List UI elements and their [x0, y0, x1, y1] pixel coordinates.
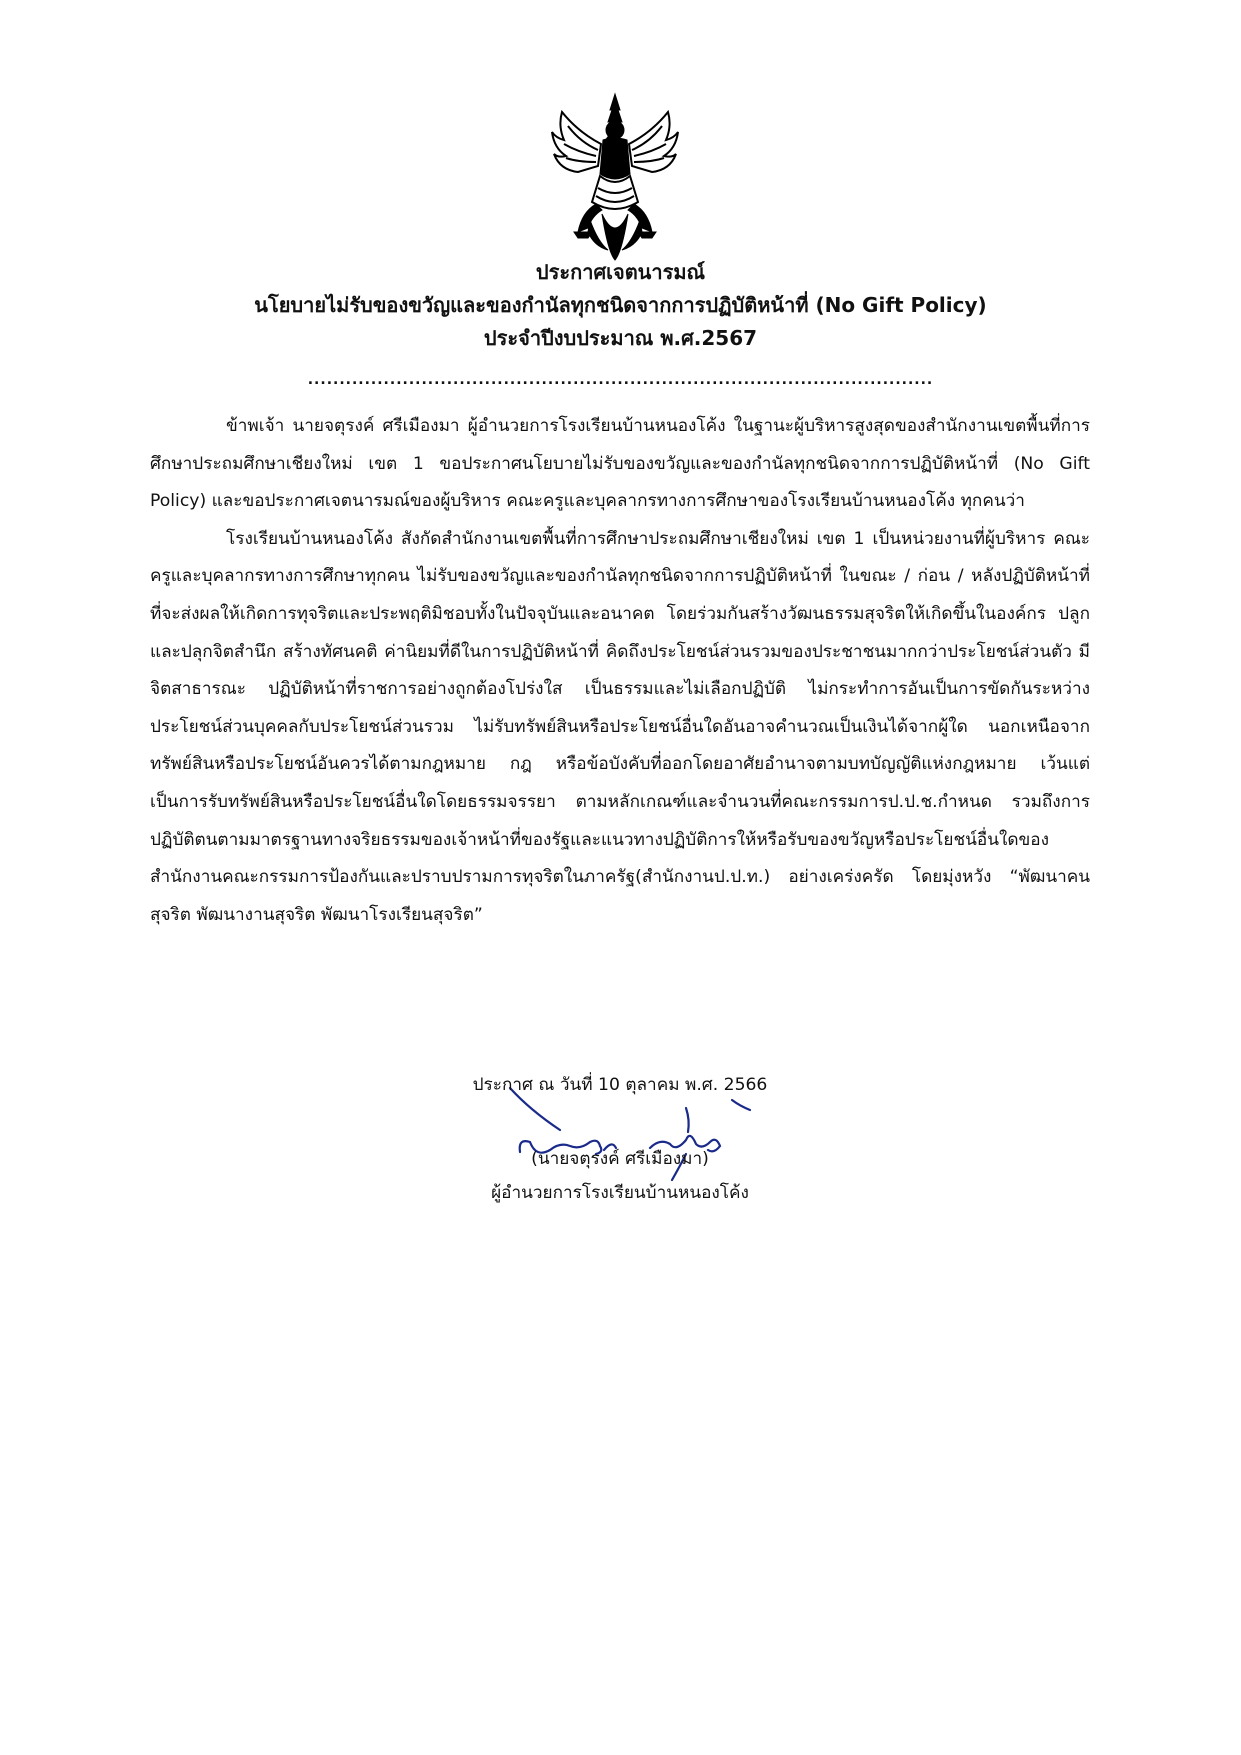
document-title: ประกาศเจตนารมณ์: [535, 260, 706, 284]
signer-position: ผู้อำนวยการโรงเรียนบ้านหนองโค้ง: [491, 1183, 749, 1203]
document-body: [150, 408, 1090, 934]
document-subtitle: นโยบายไม่รับของขวัญและของกำนัลทุกชนิดจากการปฏิบัติหน้าที่ (No Gift Policy): [254, 293, 987, 317]
document-header: [0, 256, 1241, 355]
announcement-date: ประกาศ ณ วันที่ 10 ตุลาคม พ.ศ. 2566: [472, 1075, 768, 1095]
signer-name: (นายจตุรงค์ ศรีเมืองมา): [531, 1149, 709, 1169]
signature-block: [380, 1068, 860, 1210]
body-paragraph-1: ข้าพเจ้า นายจตุรงค์ ศรีเมืองมา ผู้อำนวยการโรงเรียนบ้านหนองโค้ง ในฐานะผู้บริหารสูงสุดของสำนักงานเขตพื้นที่การศึกษาประถมศึกษาเชียงใหม่ เขต 1 ขอประกาศนโยบายไม่รับของขวัญและของกำนัลทุกชนิดจากการปฏิบัติหน้าที่ (No Gift Policy) และขอประกาศเจตนารมณ์ของผู้บริหาร คณะครูและบุคลากรทางการศึกษาของโรงเรียนบ้านหนองโค้ง ทุกคนว่า: [150, 416, 1090, 512]
fiscal-year: ประจำปีงบประมาณ พ.ศ.2567: [483, 326, 758, 350]
dotted-divider: ...................................................................................................: [307, 372, 934, 388]
body-paragraph-2: โรงเรียนบ้านหนองโค้ง สังกัดสำนักงานเขตพื้นที่การศึกษาประถมศึกษาเชียงใหม่ เขต 1 เป็นหน่วยงานที่ผู้บริหาร คณะครูและบุคลากรทางการศึกษาทุกคน ไม่รับของขวัญและของกำนัลทุกชนิดจากการปฏิบัติหน้าที่ ในขณะ / ก่อน / หลังปฏิบัติหน้าที่ ที่จะส่งผลให้เกิดการทุจริตและประพฤติมิชอบทั้งในปัจจุบันและอนาคต โดยร่วมกันสร้างวัฒนธรรมสุจริตให้เกิดขึ้นในองค์กร ปลูกและปลุกจิตสำนึก สร้างทัศนคติ ค่านิยมที่ดีในการปฏิบัติหน้าที่ คิดถึงประโยชน์ส่วนรวมของประชาชนมากกว่าประโยชน์ส่วนตัว มีจิตสาธารณะ ปฏิบัติหน้าที่ราชการอย่างถูกต้องโปร่งใส เป็นธรรมและไม่เลือกปฏิบัติ ไม่กระทำการอันเป็นการขัดกันระหว่างประโยชน์ส่วนบุคคลกับประโยชน์ส่วนรวม ไม่รับทรัพย์สินหรือประโยชน์อื่นใดอันอาจคำนวณเป็นเงินได้จากผู้ใด นอกเหนือจากทรัพย์สินหรือประโยชน์อันควรได้ตามกฎหมาย กฎ หรือข้อบังคับที่ออกโดยอาศัยอำนาจตามบทบัญญัติแห่งกฎหมาย เว้นแต่เป็นการรับทรัพย์สินหรือประโยชน์อื่นใดโดยธรรมจรรยา ตามหลักเกณฑ์และจำนวนที่คณะกรรมการป.ป.ช.กำหนด รวมถึงการปฏิบัติตนตามมาตรฐานทางจริยธรรมของเจ้าหน้าที่ของรัฐและแนวทางปฏิบัติการให้หรือรับของขวัญหรือประโยชน์อื่นใดของสำนักงานคณะกรรมการป้องกันและปราบปรามการทุจริตในภาครัฐ(สำนักงานป.ป.ท.) อย่างเคร่งครัด โดยมุ่งหวัง “พัฒนาคนสุจริต พัฒนางานสุจริต พัฒนาโรงเรียนสุจริต”: [150, 528, 1090, 925]
garuda-emblem-icon: [548, 92, 682, 264]
